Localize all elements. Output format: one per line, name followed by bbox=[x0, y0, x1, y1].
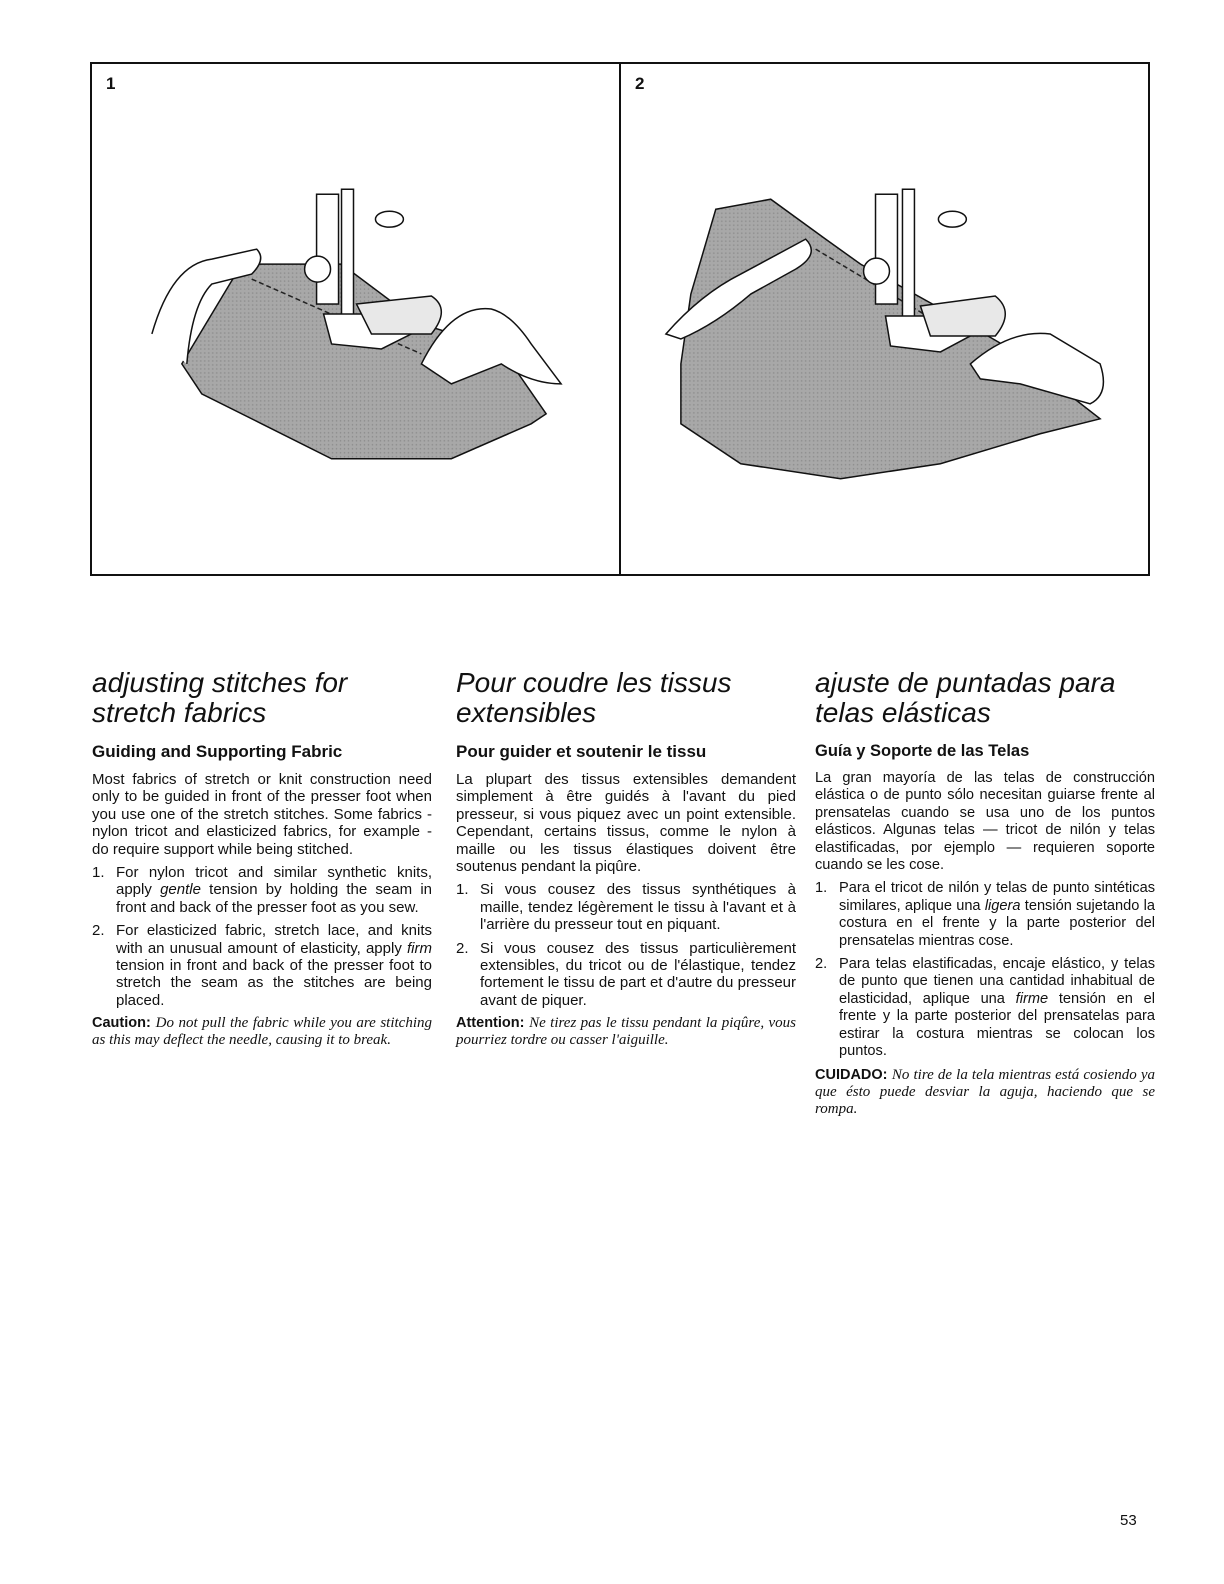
figure-2 bbox=[619, 64, 1148, 574]
list-number: 2. bbox=[815, 956, 828, 973]
needle-bar bbox=[317, 194, 339, 304]
list-text: For elasticized fabric, stretch lace, and knits with an unusual amount of elasticity, apply bbox=[116, 922, 432, 957]
page-number: 53 bbox=[1120, 1512, 1137, 1529]
note-label: Caution: bbox=[92, 1015, 151, 1032]
list-text: tension by holding the seam in front and back of the presser foot as you sew. bbox=[116, 881, 432, 916]
section-title: adjusting stitches for stretch fabrics bbox=[92, 667, 348, 728]
attention-note bbox=[456, 1015, 796, 1049]
note-label: CUIDADO: bbox=[815, 1066, 888, 1083]
instruction-list bbox=[92, 864, 432, 1009]
note-text: Ne tirez pas le tissu pendant la piqûre, vous pourriez tordre ou casser l'aiguille. bbox=[456, 1015, 796, 1049]
section-title: Pour coudre les tissus extensibles bbox=[456, 667, 732, 728]
cuidado-note bbox=[815, 1067, 1155, 1118]
tension-knob bbox=[375, 211, 403, 227]
column-french bbox=[456, 668, 796, 1049]
list-number: 2. bbox=[456, 939, 469, 957]
intro-paragraph: La plupart des tissus extensibles demandent simplement à être guidés à l'avant du pied presseur, si vous piquez avec un point extensible. Cependant, certains tissus, comme le nylon à maille ou les tissus élastiques doivent être soutenus pendant la piqûre. bbox=[456, 771, 796, 876]
list-emphasis: firm bbox=[407, 939, 432, 957]
list-number: 1. bbox=[456, 881, 469, 899]
note-label: Attention: bbox=[456, 1015, 525, 1032]
figure-1 bbox=[92, 64, 619, 574]
presser-bar bbox=[342, 189, 354, 329]
list-text: tension in front and back of the presser foot to stretch the seam as the stitches are being placed. bbox=[116, 957, 432, 1009]
list-emphasis: gentle bbox=[160, 881, 201, 899]
list-item bbox=[92, 864, 432, 916]
list-item bbox=[815, 956, 1155, 1060]
needle-plate bbox=[920, 296, 1005, 336]
figure-2-number: 2 bbox=[635, 74, 645, 93]
list-number: 1. bbox=[92, 864, 105, 882]
needle-bar bbox=[876, 194, 898, 304]
section-subheading: Guía y Soporte de las Telas bbox=[815, 742, 1030, 760]
list-emphasis: firme bbox=[1015, 990, 1049, 1007]
list-item bbox=[456, 881, 796, 933]
list-text: tensión en el frente y la parte posterior del prensatelas para estirar la costura mientras se colocan los puntos. bbox=[839, 990, 1155, 1060]
instruction-list bbox=[815, 880, 1155, 1060]
presser-bar bbox=[902, 189, 914, 329]
intro-paragraph: La gran mayoría de las telas de construcción elástica o de punto sólo necesitan guiarse frente al prensatelas cuando se usa uno de los puntos elásticos. Algunas telas — tricot de nilón y telas elastificadas, por ejemplo — requieren soporte cuando se les cose. bbox=[815, 770, 1155, 874]
figure-1-illustration bbox=[92, 64, 619, 574]
section-subheading: Pour guider et soutenir le tissu bbox=[456, 742, 707, 761]
thumb-screw bbox=[305, 256, 331, 282]
section-subheading: Guiding and Supporting Fabric bbox=[92, 742, 343, 761]
thumb-screw bbox=[864, 258, 890, 284]
list-text: Para telas elastificadas, encaje elástico, y telas de punto que tienen una cantidad inhabitual de elasticidad, aplique una bbox=[839, 956, 1155, 1007]
list-number: 1. bbox=[815, 880, 828, 897]
note-text: Do not pull the fabric while you are stitching as this may deflect the needle, causing it to break. bbox=[92, 1015, 433, 1049]
list-item bbox=[92, 922, 432, 1009]
instruction-list bbox=[456, 881, 796, 1009]
column-english bbox=[92, 668, 432, 1049]
list-text: For nylon tricot and similar synthetic knits, apply bbox=[116, 864, 432, 899]
section-title: ajuste de puntadas para telas elásticas bbox=[815, 667, 1116, 728]
list-text: Si vous cousez des tissus synthétiques à maille, tendez légèrement le tissu à l'avant et à l'arrière du presseur tout en piquant. bbox=[480, 881, 796, 934]
list-number: 2. bbox=[92, 922, 105, 940]
list-item bbox=[815, 880, 1155, 950]
figure-1-number: 1 bbox=[106, 74, 116, 93]
list-item bbox=[456, 940, 796, 1010]
illustration-frame bbox=[90, 62, 1150, 576]
list-text: tensión sujetando la costura en el frente y la parte posterior del prensatelas mientras cose. bbox=[839, 897, 1155, 949]
column-spanish bbox=[815, 668, 1155, 1118]
note-text: No tire de la tela mientras está cosiendo ya que ésto puede desviar la aguja, haciendo que se rompa. bbox=[815, 1066, 1155, 1117]
intro-paragraph: Most fabrics of stretch or knit construction need only to be guided in front of the presser foot when you use one of the stretch stitches. Some fabrics - nylon tricot and elasticized fabrics, for example - do require support while being stitched. bbox=[92, 771, 432, 858]
list-text: Si vous cousez des tissus particulièrement extensibles, du tricot ou de l'élastique, tendez fortement le tissu de part et d'autre du presseur avant de piquer. bbox=[480, 939, 796, 1009]
figure-2-illustration bbox=[621, 64, 1148, 574]
list-emphasis: ligera bbox=[984, 897, 1021, 914]
caution-note bbox=[92, 1015, 432, 1049]
list-text: Para el tricot de nilón y telas de punto sintéticas similares, aplique una bbox=[839, 880, 1155, 914]
tension-knob bbox=[938, 211, 966, 227]
